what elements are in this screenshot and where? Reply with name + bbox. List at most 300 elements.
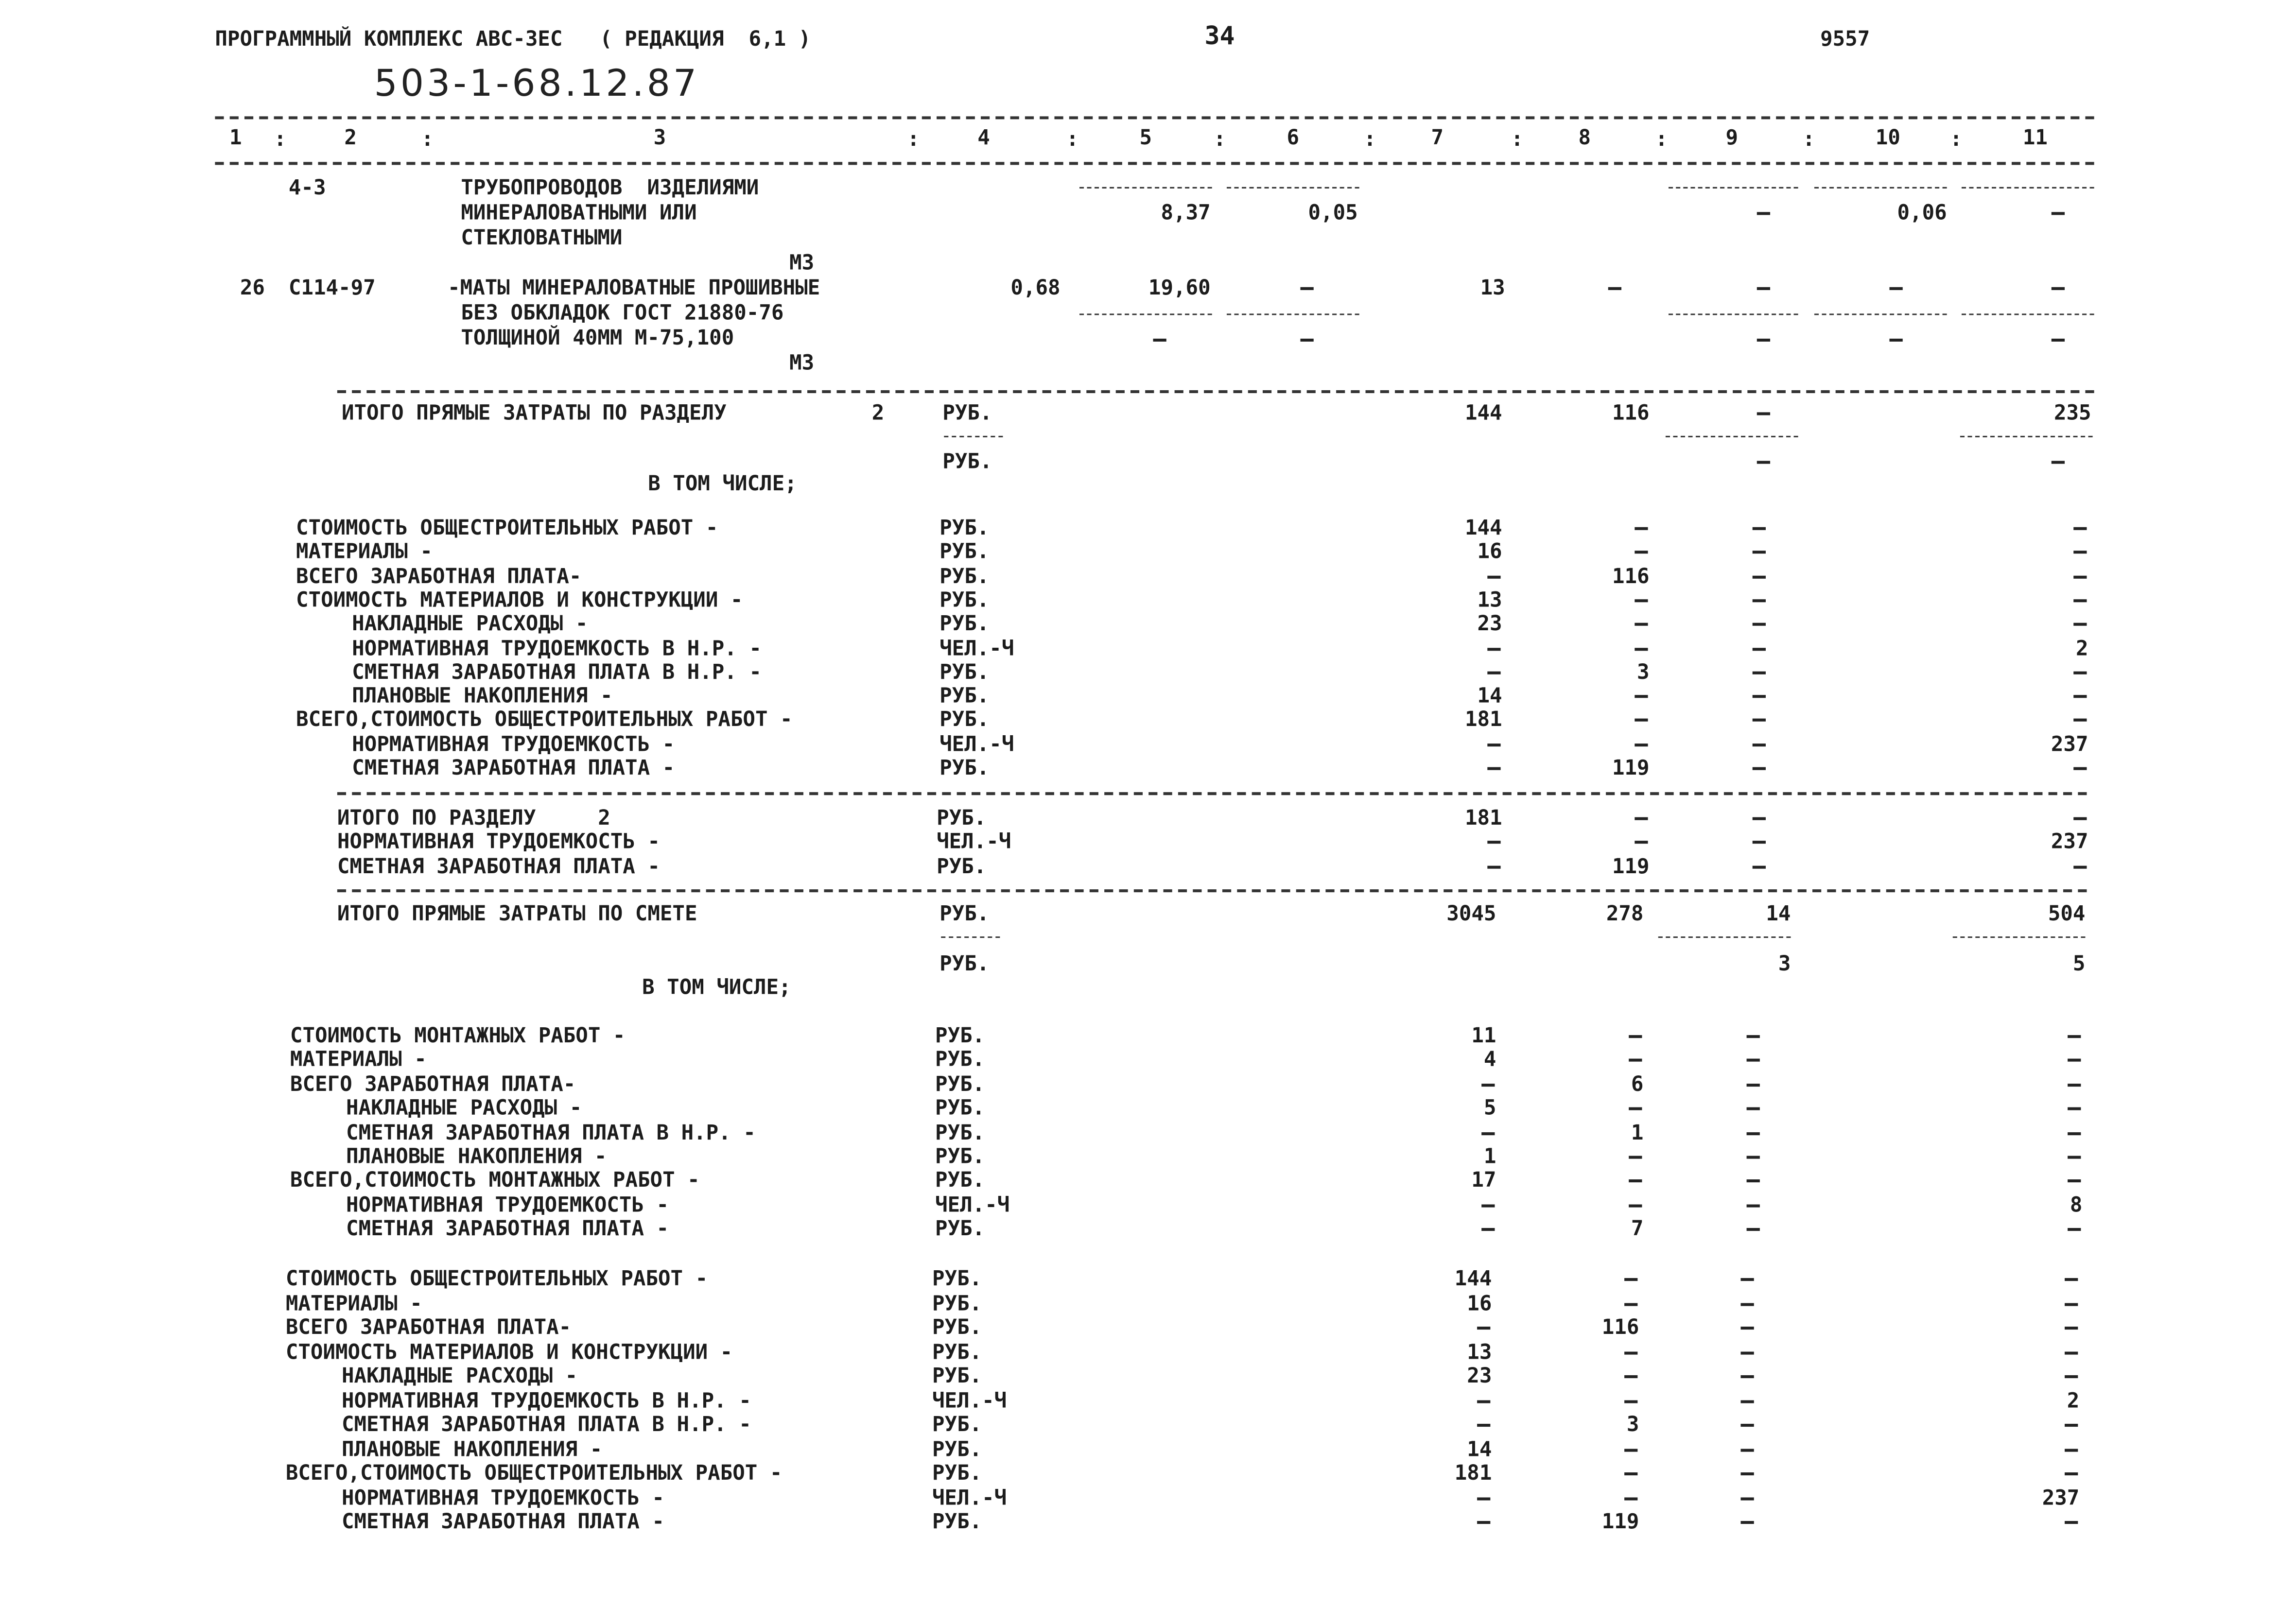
empty-value-dash xyxy=(1753,817,1766,820)
empty-value-dash xyxy=(1487,647,1500,650)
empty-value-dash xyxy=(2052,212,2065,215)
empty-value-dash xyxy=(1740,1278,1754,1281)
empty-value-dash xyxy=(1487,841,1500,844)
empty-value-dash xyxy=(1481,1204,1495,1207)
column-separator: : xyxy=(1066,128,1079,152)
col7-value: 17 xyxy=(1471,1170,1496,1193)
empty-value-dash xyxy=(1635,599,1648,602)
empty-value-dash xyxy=(1624,1302,1637,1305)
section-number: 2 xyxy=(871,402,885,426)
empty-value-dash xyxy=(1608,287,1621,290)
item-code: С114-97 xyxy=(288,276,376,301)
column-header-4: 4 xyxy=(977,126,990,151)
empty-value-dash xyxy=(1740,1472,1754,1475)
estimate-total-label: ИТОГО ПРЯМЫЕ ЗАТРАТЫ ПО СМЕТЕ xyxy=(337,902,697,926)
empty-value-dash xyxy=(1753,575,1766,578)
empty-value-dash xyxy=(1629,1107,1642,1110)
empty-value-dash xyxy=(1747,1083,1760,1086)
empty-value-dash xyxy=(1753,743,1766,746)
col7-value: 144 xyxy=(1454,1267,1492,1292)
empty-value-dash xyxy=(1753,767,1766,770)
col7-value: 5 xyxy=(1483,1097,1496,1121)
empty-value-dash xyxy=(1747,1132,1760,1135)
section-total-col8: 116 xyxy=(1612,402,1650,426)
col8-value: 1 xyxy=(1631,1121,1644,1145)
empty-value-dash xyxy=(1624,1448,1637,1451)
col7-value: 23 xyxy=(1477,613,1502,637)
empty-value-dash xyxy=(2065,1351,2078,1354)
row-unit: РУБ. xyxy=(932,1340,982,1365)
row-unit: ЧЕЛ.-Ч xyxy=(939,637,1014,660)
row-unit: РУБ. xyxy=(939,565,990,588)
row-label: НАКЛАДНЫЕ РАСХОДЫ - xyxy=(352,613,588,637)
row-unit: РУБ. xyxy=(939,540,990,565)
row-label: СТОИМОСТЬ МАТЕРИАЛОВ И КОНСТРУКЦИИ - xyxy=(296,588,743,613)
column-separator: : xyxy=(1511,128,1524,152)
row-label: ВСЕГО,СТОИМОСТЬ ОБЩЕСТРОИТЕЛЬНЫХ РАБОТ - xyxy=(296,708,793,733)
row-unit: ЧЕЛ.-Ч xyxy=(937,830,1011,855)
row-unit: РУБ. xyxy=(935,1049,985,1073)
empty-value-dash xyxy=(1477,1400,1490,1402)
row-unit: РУБ. xyxy=(937,807,987,830)
empty-value-dash xyxy=(1753,527,1766,530)
estimate-total-col7: 3045 xyxy=(1446,902,1496,926)
empty-value-dash xyxy=(2073,575,2087,578)
empty-value-dash xyxy=(2065,1278,2078,1281)
including-label: В ТОМ ЧИСЛЕ; xyxy=(642,976,791,1000)
section-rule xyxy=(337,390,2094,393)
empty-value-dash xyxy=(2073,599,2087,602)
col7-value: 16 xyxy=(1467,1292,1492,1316)
including-label: В ТОМ ЧИСЛЕ; xyxy=(648,472,797,497)
row-label: СМЕТНАЯ ЗАРАБОТНАЯ ПЛАТА - xyxy=(352,757,675,780)
empty-value-dash xyxy=(1635,743,1648,746)
row-unit: РУБ. xyxy=(935,1097,985,1121)
fraction-rule xyxy=(1079,313,1212,315)
row-unit: РУБ. xyxy=(932,1292,982,1316)
row-label: ВСЕГО,СТОИМОСТЬ ОБЩЕСТРОИТЕЛЬНЫХ РАБОТ - xyxy=(285,1462,783,1486)
row-label: СМЕТНАЯ ЗАРАБОТНАЯ ПЛАТА - xyxy=(341,1510,665,1535)
empty-value-dash xyxy=(1740,1521,1754,1524)
fraction-rule xyxy=(1658,936,1791,938)
col8-value: 119 xyxy=(1601,1510,1639,1535)
empty-value-dash xyxy=(1635,527,1648,530)
row-unit: РУБ. xyxy=(932,1462,982,1486)
section-total-unit: РУБ. xyxy=(942,450,992,474)
col11-value: 237 xyxy=(2051,830,2088,855)
col11-value: 2 xyxy=(2067,1389,2080,1413)
row-unit: РУБ. xyxy=(932,1365,982,1389)
item-description-line: СТЕКЛОВАТНЫМИ xyxy=(461,226,623,251)
item-col5-value: 19,60 xyxy=(1148,276,1211,301)
col7-value: 144 xyxy=(1464,517,1502,541)
empty-value-dash xyxy=(2065,1302,2078,1305)
section-total-label: ИТОГО ПРЯМЫЕ ЗАТРАТЫ ПО РАЗДЕЛУ xyxy=(341,402,727,426)
empty-value-dash xyxy=(1624,1472,1637,1475)
row-unit: РУБ. xyxy=(939,757,990,780)
empty-value-dash xyxy=(1481,1083,1495,1086)
empty-value-dash xyxy=(1753,551,1766,554)
row-label: ИТОГО ПО РАЗДЕЛУ 2 xyxy=(337,807,610,830)
empty-value-dash xyxy=(2073,551,2087,554)
empty-value-dash xyxy=(2052,287,2065,290)
empty-value-dash xyxy=(1747,1228,1760,1231)
empty-value-dash xyxy=(1635,647,1648,650)
empty-value-dash xyxy=(1740,1302,1754,1305)
empty-value-dash xyxy=(1747,1156,1760,1159)
item-col5-value: 8,37 xyxy=(1161,202,1211,225)
row-label: ВСЕГО ЗАРАБОТНАЯ ПЛАТА- xyxy=(285,1316,572,1340)
estimate-total-unit: РУБ. xyxy=(939,902,990,926)
section-rule xyxy=(337,792,2087,795)
row-label: СТОИМОСТЬ МОНТАЖНЫХ РАБОТ - xyxy=(290,1024,626,1049)
row-label: НОРМАТИВНАЯ ТРУДОЕМКОСТЬ - xyxy=(337,830,660,855)
row-unit: РУБ. xyxy=(935,1073,985,1097)
empty-value-dash xyxy=(2065,1327,2078,1330)
row-unit: РУБ. xyxy=(939,708,990,733)
empty-value-dash xyxy=(1753,671,1766,674)
empty-value-dash xyxy=(1757,212,1770,215)
row-unit: РУБ. xyxy=(932,1413,982,1437)
empty-value-dash xyxy=(1477,1497,1490,1500)
col8-value: 3 xyxy=(1626,1413,1639,1437)
col11-value: 2 xyxy=(2075,637,2088,660)
col11-value: 237 xyxy=(2051,732,2088,757)
empty-value-dash xyxy=(1300,287,1313,290)
column-header-8: 8 xyxy=(1578,126,1591,151)
empty-value-dash xyxy=(2068,1059,2081,1062)
column-header-10: 10 xyxy=(1875,126,1900,151)
empty-value-dash xyxy=(1740,1497,1754,1500)
empty-value-dash xyxy=(1747,1035,1760,1038)
row-label: НОРМАТИВНАЯ ТРУДОЕМКОСТЬ В Н.Р. - xyxy=(341,1389,751,1413)
empty-value-dash xyxy=(1757,287,1770,290)
row-label: МАТЕРИАЛЫ - xyxy=(285,1292,422,1316)
header-rule-top xyxy=(215,116,2094,119)
empty-value-dash xyxy=(1300,339,1313,342)
col7-value: 1 xyxy=(1483,1145,1496,1169)
item-description-line: ТРУБОПРОВОДОВ ИЗДЕЛИЯМИ xyxy=(461,176,759,201)
empty-value-dash xyxy=(1481,1228,1495,1231)
empty-value-dash xyxy=(1624,1375,1637,1378)
empty-value-dash xyxy=(1624,1400,1637,1402)
col11-value: 8 xyxy=(2070,1193,2083,1218)
document-code: 9557 xyxy=(1820,28,1870,52)
col8-value: 119 xyxy=(1612,757,1650,780)
col8-value: 119 xyxy=(1612,855,1650,879)
item-description-line: МИНЕРАЛОВАТНЫМИ ИЛИ xyxy=(461,202,697,225)
item-col7-value: 13 xyxy=(1480,276,1505,301)
row-unit: ЧЕЛ.-Ч xyxy=(932,1389,1007,1413)
empty-value-dash xyxy=(2068,1035,2081,1038)
empty-value-dash xyxy=(1629,1035,1642,1038)
column-separator: : xyxy=(1802,128,1815,152)
col7-value: 181 xyxy=(1464,708,1502,733)
empty-value-dash xyxy=(1153,339,1166,342)
column-header-1: 1 xyxy=(229,126,242,151)
column-header-2: 2 xyxy=(344,126,357,151)
item-col10-value: 0,06 xyxy=(1897,202,1947,225)
col7-value: 13 xyxy=(1477,588,1502,613)
column-separator: : xyxy=(907,128,920,152)
empty-value-dash xyxy=(1753,865,1766,868)
empty-value-dash xyxy=(1487,743,1500,746)
row-label: ВСЕГО ЗАРАБОТНАЯ ПЛАТА- xyxy=(296,565,582,588)
column-header-6: 6 xyxy=(1287,126,1300,151)
row-label: НОРМАТИВНАЯ ТРУДОЕМКОСТЬ - xyxy=(352,732,675,757)
section-total-col11: 235 xyxy=(2053,402,2091,426)
col8-value: 6 xyxy=(1631,1073,1644,1097)
empty-value-dash xyxy=(1635,623,1648,626)
empty-value-dash xyxy=(2068,1180,2081,1183)
section-total-unit: РУБ. xyxy=(942,402,992,426)
row-label: СТОИМОСТЬ МАТЕРИАЛОВ И КОНСТРУКЦИИ - xyxy=(285,1340,733,1365)
empty-value-dash xyxy=(1753,623,1766,626)
empty-value-dash xyxy=(1889,339,1902,342)
section-rule xyxy=(337,889,2087,892)
col7-value: 13 xyxy=(1467,1340,1492,1365)
row-label: СМЕТНАЯ ЗАРАБОТНАЯ ПЛАТА В Н.Р. - xyxy=(346,1121,756,1145)
item-col4-value: 0,68 xyxy=(1010,276,1061,301)
col7-value: 14 xyxy=(1467,1437,1492,1462)
empty-value-dash xyxy=(1740,1327,1754,1330)
row-label: ВСЕГО,СТОИМОСТЬ МОНТАЖНЫХ РАБОТ - xyxy=(290,1170,700,1193)
item-unit: М3 xyxy=(789,352,815,376)
empty-value-dash xyxy=(1624,1497,1637,1500)
row-unit: РУБ. xyxy=(939,660,990,685)
row-label: СТОИМОСТЬ ОБЩЕСТРОИТЕЛЬНЫХ РАБОТ - xyxy=(285,1267,708,1292)
col8-value: 3 xyxy=(1637,660,1650,685)
column-separator: : xyxy=(1655,128,1668,152)
row-label: СМЕТНАЯ ЗАРАБОТНАЯ ПЛАТА В Н.Р. - xyxy=(341,1413,751,1437)
col7-value: 16 xyxy=(1477,540,1502,565)
program-title: ПРОГРАММНЫЙ КОМПЛЕКС АВС-ЗЕС ( РЕДАКЦИЯ 6,1 ) xyxy=(215,28,811,52)
fraction-rule xyxy=(1953,936,2086,938)
empty-value-dash xyxy=(1635,841,1648,844)
empty-value-dash xyxy=(1747,1204,1760,1207)
empty-value-dash xyxy=(1753,599,1766,602)
estimate-total-col9-second: 3 xyxy=(1778,952,1791,976)
col7-value: 181 xyxy=(1464,807,1502,830)
empty-value-dash xyxy=(1477,1424,1490,1427)
empty-value-dash xyxy=(2073,719,2087,722)
row-label: НАКЛАДНЫЕ РАСХОДЫ - xyxy=(346,1097,582,1121)
row-unit: РУБ. xyxy=(935,1024,985,1049)
empty-value-dash xyxy=(1753,719,1766,722)
fraction-rule xyxy=(1079,187,1212,189)
empty-value-dash xyxy=(1629,1059,1642,1062)
empty-value-dash xyxy=(1635,551,1648,554)
empty-value-dash xyxy=(1757,339,1770,342)
empty-value-dash xyxy=(1629,1204,1642,1207)
empty-value-dash xyxy=(2073,767,2087,770)
item-code: 4-3 xyxy=(288,176,326,201)
empty-value-dash xyxy=(1635,695,1648,698)
empty-value-dash xyxy=(1753,647,1766,650)
empty-value-dash xyxy=(2068,1107,2081,1110)
row-unit: РУБ. xyxy=(935,1218,985,1242)
col7-value: 11 xyxy=(1471,1024,1496,1049)
empty-value-dash xyxy=(1487,671,1500,674)
row-unit: ЧЕЛ.-Ч xyxy=(939,732,1014,757)
empty-value-dash xyxy=(1477,1521,1490,1524)
empty-value-dash xyxy=(2073,671,2087,674)
column-separator: : xyxy=(274,128,287,152)
col8-value: 116 xyxy=(1612,565,1650,588)
empty-value-dash xyxy=(1753,695,1766,698)
fraction-rule xyxy=(1960,436,2093,437)
row-label: МАТЕРИАЛЫ - xyxy=(296,540,433,565)
empty-value-dash xyxy=(1624,1278,1637,1281)
empty-value-dash xyxy=(1740,1424,1754,1427)
empty-value-dash xyxy=(1757,461,1770,464)
empty-value-dash xyxy=(2052,461,2065,464)
empty-value-dash xyxy=(1487,575,1500,578)
empty-value-dash xyxy=(2073,695,2087,698)
row-label: ПЛАНОВЫЕ НАКОПЛЕНИЯ - xyxy=(352,685,613,708)
section-total-col7: 144 xyxy=(1464,402,1502,426)
empty-value-dash xyxy=(2065,1424,2078,1427)
row-unit: РУБ. xyxy=(939,613,990,637)
empty-value-dash xyxy=(1747,1180,1760,1183)
row-unit: РУБ. xyxy=(932,1510,982,1535)
col7-value: 4 xyxy=(1483,1049,1496,1073)
fraction-rule xyxy=(1814,313,1947,315)
estimate-total-col11-second: 5 xyxy=(2072,952,2086,976)
row-label: ВСЕГО ЗАРАБОТНАЯ ПЛАТА- xyxy=(290,1073,576,1097)
column-header-9: 9 xyxy=(1725,126,1739,151)
empty-value-dash xyxy=(1481,1132,1495,1135)
page-number: 34 xyxy=(1204,22,1235,52)
row-unit: РУБ. xyxy=(932,1316,982,1340)
empty-value-dash xyxy=(2073,527,2087,530)
col11-value: 237 xyxy=(2042,1486,2080,1510)
empty-value-dash xyxy=(2068,1228,2081,1231)
row-label: НОРМАТИВНАЯ ТРУДОЕМКОСТЬ - xyxy=(346,1193,669,1218)
col8-value: 7 xyxy=(1631,1218,1644,1242)
row-label: СМЕТНАЯ ЗАРАБОТНАЯ ПЛАТА - xyxy=(337,855,660,879)
empty-value-dash xyxy=(1753,841,1766,844)
fraction-rule xyxy=(1962,187,2094,189)
fraction-rule xyxy=(1666,436,1798,437)
empty-value-dash xyxy=(2065,1375,2078,1378)
item-description-line: БЕЗ ОБКЛАДОК ГОСТ 21880-76 xyxy=(461,302,784,326)
row-unit: РУБ. xyxy=(939,588,990,613)
col7-value: 181 xyxy=(1454,1462,1492,1486)
empty-value-dash xyxy=(1487,767,1500,770)
empty-value-dash xyxy=(1624,1351,1637,1354)
estimate-total-col9: 14 xyxy=(1766,902,1791,926)
column-header-11: 11 xyxy=(2022,126,2048,151)
estimate-total-col8: 278 xyxy=(1606,902,1644,926)
col8-value: 116 xyxy=(1601,1316,1639,1340)
col7-value: 14 xyxy=(1477,685,1502,708)
row-label: НАКЛАДНЫЕ РАСХОДЫ - xyxy=(341,1365,578,1389)
row-unit: РУБ. xyxy=(939,685,990,708)
column-separator: : xyxy=(1363,128,1376,152)
empty-value-dash xyxy=(1635,817,1648,820)
fraction-rule xyxy=(944,436,1003,437)
empty-value-dash xyxy=(1477,1327,1490,1330)
row-label: ПЛАНОВЫЕ НАКОПЛЕНИЯ - xyxy=(341,1437,603,1462)
row-label: НОРМАТИВНАЯ ТРУДОЕМКОСТЬ В Н.Р. - xyxy=(352,637,762,660)
fraction-rule xyxy=(1227,313,1359,315)
item-unit: М3 xyxy=(789,252,815,276)
column-header-7: 7 xyxy=(1431,126,1444,151)
empty-value-dash xyxy=(1740,1351,1754,1354)
column-header-3: 3 xyxy=(653,126,666,151)
empty-value-dash xyxy=(1635,719,1648,722)
header-rule-bottom xyxy=(215,162,2094,165)
row-unit: РУБ. xyxy=(937,855,987,879)
row-label: СМЕТНАЯ ЗАРАБОТНАЯ ПЛАТА В Н.Р. - xyxy=(352,660,762,685)
column-separator: : xyxy=(421,128,434,152)
row-unit: РУБ. xyxy=(932,1267,982,1292)
column-separator: : xyxy=(1949,128,1963,152)
fraction-rule xyxy=(941,936,1000,938)
row-label: СМЕТНАЯ ЗАРАБОТНАЯ ПЛАТА - xyxy=(346,1218,669,1242)
empty-value-dash xyxy=(1629,1156,1642,1159)
empty-value-dash xyxy=(2065,1472,2078,1475)
estimate-total-unit: РУБ. xyxy=(939,952,990,976)
empty-value-dash xyxy=(1740,1448,1754,1451)
item-number: 26 xyxy=(240,276,265,301)
fraction-rule xyxy=(1227,187,1359,189)
column-separator: : xyxy=(1213,128,1226,152)
handwritten-project-code: 503-1-68.12.87 xyxy=(374,62,700,105)
estimate-total-col11: 504 xyxy=(2048,902,2086,926)
column-header-5: 5 xyxy=(1139,126,1152,151)
empty-value-dash xyxy=(2052,339,2065,342)
row-label: СТОИМОСТЬ ОБЩЕСТРОИТЕЛЬНЫХ РАБОТ - xyxy=(296,517,718,541)
empty-value-dash xyxy=(2068,1083,2081,1086)
col7-value: 23 xyxy=(1467,1365,1492,1389)
fraction-rule xyxy=(1669,313,1798,315)
row-unit: РУБ. xyxy=(935,1170,985,1193)
empty-value-dash xyxy=(2065,1521,2078,1524)
item-description-line: -МАТЫ МИНЕРАЛОВАТНЫЕ ПРОШИВНЫЕ xyxy=(448,276,820,301)
empty-value-dash xyxy=(1740,1375,1754,1378)
row-unit: РУБ. xyxy=(935,1121,985,1145)
item-col6-value: 0,05 xyxy=(1308,202,1358,225)
row-unit: РУБ. xyxy=(939,517,990,541)
fraction-rule xyxy=(1669,187,1798,189)
empty-value-dash xyxy=(2065,1448,2078,1451)
row-label: ПЛАНОВЫЕ НАКОПЛЕНИЯ - xyxy=(346,1145,607,1169)
fraction-rule xyxy=(1962,313,2094,315)
item-description-line: ТОЛЩИНОЙ 40ММ М-75,100 xyxy=(461,327,734,351)
empty-value-dash xyxy=(2073,865,2087,868)
empty-value-dash xyxy=(2073,817,2087,820)
empty-value-dash xyxy=(1889,287,1902,290)
empty-value-dash xyxy=(2068,1132,2081,1135)
empty-value-dash xyxy=(1747,1059,1760,1062)
row-label: НОРМАТИВНАЯ ТРУДОЕМКОСТЬ - xyxy=(341,1486,665,1510)
row-label: МАТЕРИАЛЫ - xyxy=(290,1049,427,1073)
empty-value-dash xyxy=(1757,412,1770,415)
empty-value-dash xyxy=(2068,1156,2081,1159)
empty-value-dash xyxy=(1629,1180,1642,1183)
empty-value-dash xyxy=(1487,865,1500,868)
empty-value-dash xyxy=(1740,1400,1754,1402)
row-unit: РУБ. xyxy=(932,1437,982,1462)
empty-value-dash xyxy=(2073,623,2087,626)
row-unit: ЧЕЛ.-Ч xyxy=(935,1193,1010,1218)
row-unit: РУБ. xyxy=(935,1145,985,1169)
row-unit: ЧЕЛ.-Ч xyxy=(932,1486,1007,1510)
empty-value-dash xyxy=(1747,1107,1760,1110)
fraction-rule xyxy=(1814,187,1947,189)
